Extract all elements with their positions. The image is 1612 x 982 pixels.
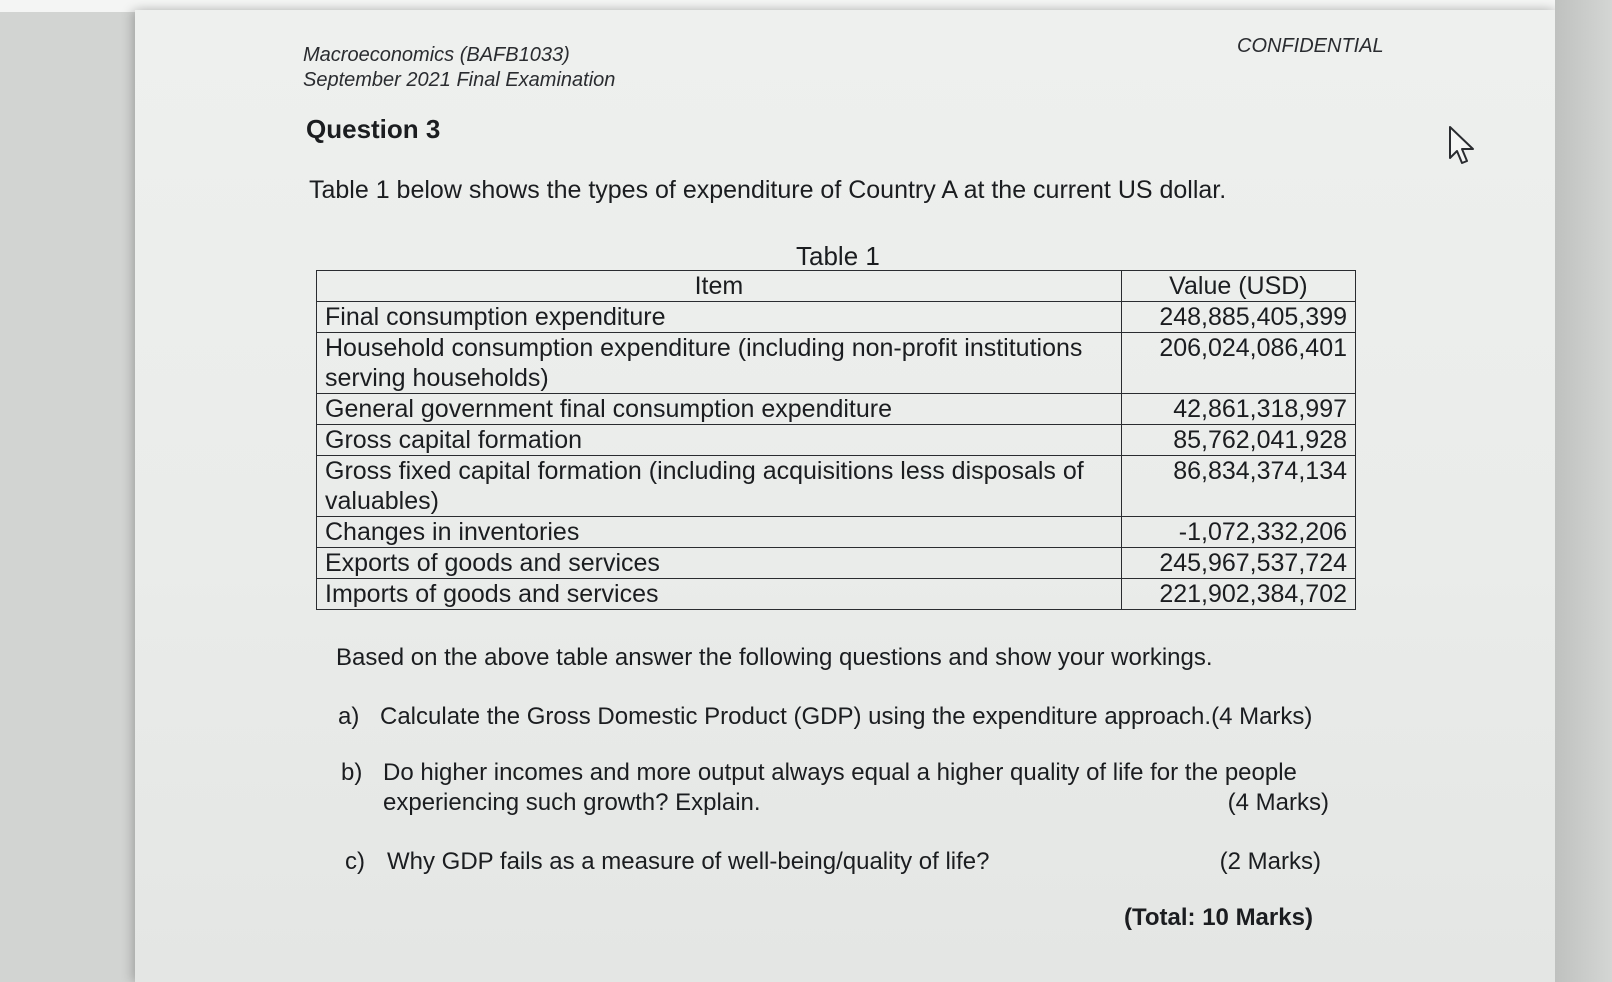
row-item: Changes in inventories <box>317 517 1122 548</box>
part-b-letter: b) <box>341 759 363 786</box>
part-c-text: Why GDP fails as a measure of well-being/quality of life? <box>387 848 990 875</box>
question-instruction: Based on the above table answer the following questions and show your workings. <box>336 644 1213 671</box>
row-value: 42,861,318,997 <box>1121 394 1355 425</box>
part-c-letter: c) <box>345 848 365 875</box>
row-value: 85,762,041,928 <box>1121 425 1355 456</box>
total-marks: (Total: 10 Marks) <box>1124 904 1313 931</box>
question-intro: Table 1 below shows the types of expenditure of Country A at the current US dollar. <box>309 176 1227 204</box>
row-value: 245,967,537,724 <box>1121 548 1355 579</box>
row-item: Gross fixed capital formation (including acquisitions less disposals of valuables) <box>317 456 1122 517</box>
row-value: 206,024,086,401 <box>1121 333 1355 394</box>
course-title: Macroeconomics (BAFB1033) <box>303 44 570 66</box>
table-row <box>317 579 1356 610</box>
row-item: General government final consumption expenditure <box>317 394 1122 425</box>
table-row <box>317 333 1356 394</box>
exam-header <box>303 43 615 93</box>
row-value: -1,072,332,206 <box>1121 517 1355 548</box>
row-item: Final consumption expenditure <box>317 302 1122 333</box>
row-item: Household consumption expenditure (including non-profit institutions serving households) <box>317 333 1122 394</box>
row-item: Imports of goods and services <box>317 579 1122 610</box>
table-row <box>317 394 1356 425</box>
part-b-marks: (4 Marks) <box>1227 789 1329 816</box>
column-header-value: Value (USD) <box>1121 271 1355 302</box>
table-row <box>317 425 1356 456</box>
row-value: 221,902,384,702 <box>1121 579 1355 610</box>
background-right-edge <box>1555 0 1612 982</box>
row-item: Gross capital formation <box>317 425 1122 456</box>
row-value: 86,834,374,134 <box>1121 456 1355 517</box>
confidential-label: CONFIDENTIAL <box>1237 35 1384 57</box>
mouse-pointer-icon <box>1446 124 1480 175</box>
column-header-item: Item <box>317 271 1122 302</box>
part-b-line-1: Do higher incomes and more output always equal a higher quality of life for the people <box>383 759 1297 786</box>
table-caption: Table 1 <box>796 241 880 271</box>
table-row <box>317 517 1356 548</box>
row-value: 248,885,405,399 <box>1121 302 1355 333</box>
exam-session: September 2021 Final Examination <box>303 69 616 91</box>
question-title: Question 3 <box>306 114 441 144</box>
table-row <box>317 548 1356 579</box>
table-row <box>317 456 1356 517</box>
row-item: Exports of goods and services <box>317 548 1122 579</box>
part-c-marks: (2 Marks) <box>1219 848 1321 875</box>
expenditure-table <box>316 270 1356 610</box>
part-b-line-2: experiencing such growth? Explain. <box>383 789 761 816</box>
question-part-c <box>345 847 1321 877</box>
table-row <box>317 302 1356 333</box>
question-part-b <box>341 758 1329 820</box>
part-a-text: Calculate the Gross Domestic Product (GDP) using the expenditure approach.(4 Marks) <box>380 703 1313 730</box>
question-part-a <box>338 702 1333 732</box>
table-header-row <box>317 271 1356 302</box>
part-a-letter: a) <box>338 703 360 730</box>
